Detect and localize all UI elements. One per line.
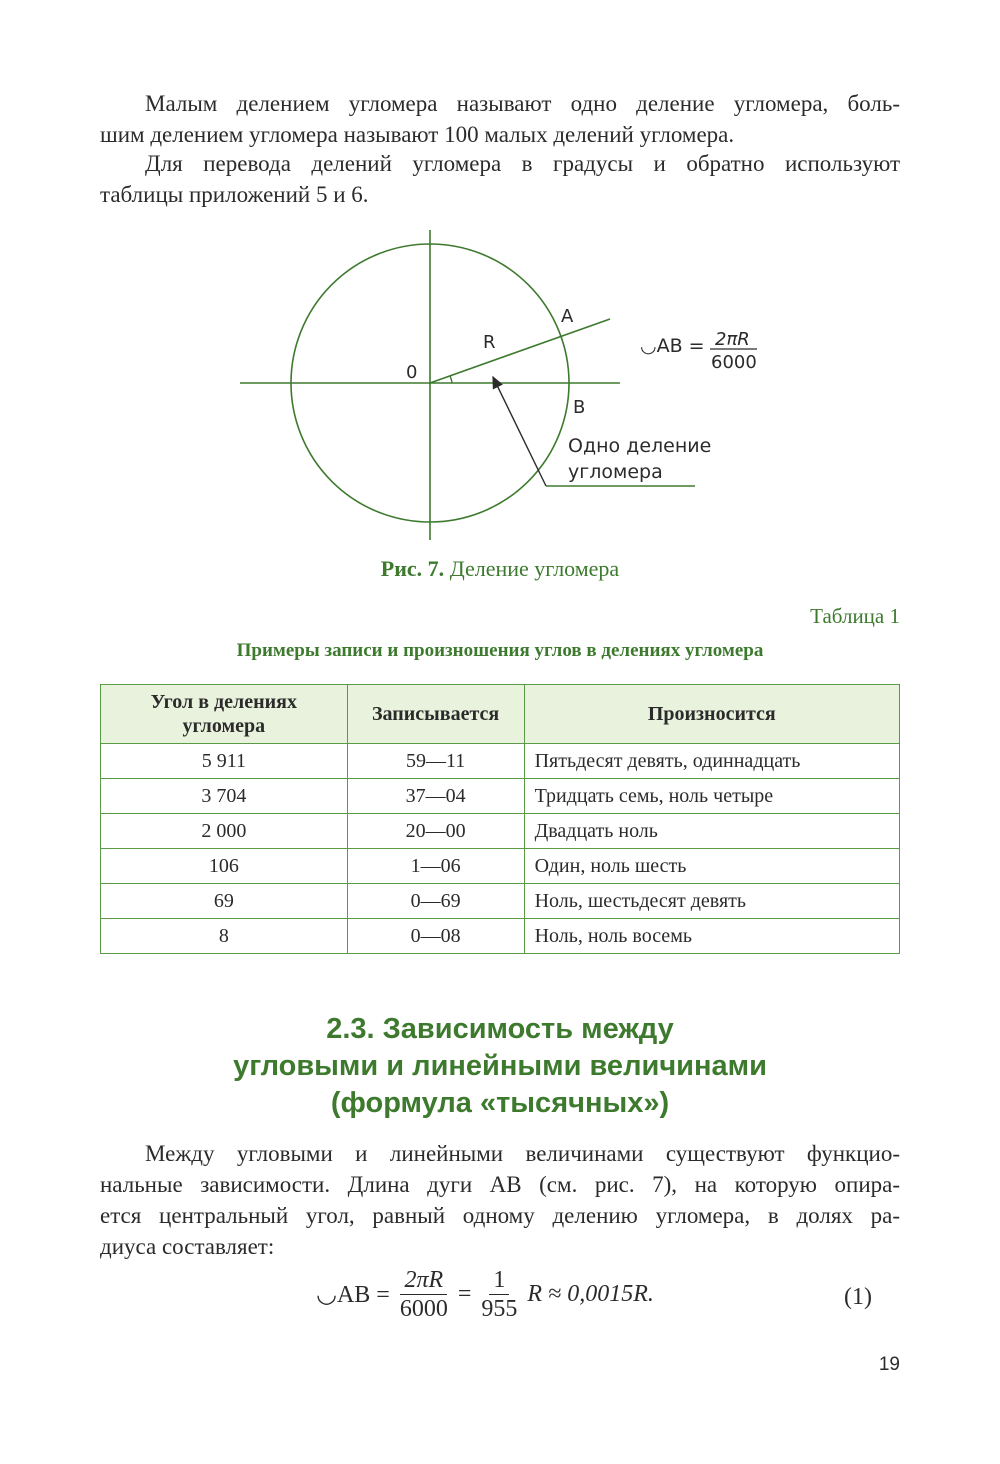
- text-line: Между угловыми и линейными величинами существуют функцио-: [145, 1141, 900, 1166]
- formula-lhs: ◡AB =: [316, 1282, 390, 1308]
- paragraph-conversion: [100, 148, 900, 210]
- table-label: Таблица 1: [810, 604, 900, 628]
- arc-formula-denominator: 6000: [711, 352, 757, 373]
- cell-written: 37—04: [347, 779, 524, 814]
- table-row: [101, 779, 900, 814]
- label-origin: 0: [406, 362, 418, 383]
- cell-written: 0—08: [347, 919, 524, 954]
- text-line: шим делением угломера называют 100 малых делений угломера.: [100, 122, 735, 147]
- cell-angle: 2 000: [101, 814, 348, 849]
- cell-angle: 3 704: [101, 779, 348, 814]
- arc-formula-lhs: ◡AB =: [640, 335, 705, 357]
- cell-spoken: Ноль, ноль восемь: [524, 919, 899, 954]
- text-line: Малым делением угломера называют одно деление угломера, боль-: [145, 91, 900, 116]
- page-number: 19: [878, 1354, 900, 1375]
- section-heading-line: (формула «тысячных»): [330, 1087, 670, 1119]
- table-title: Примеры записи и произношения углов в делениях угломера: [236, 640, 764, 661]
- annotation-text: угломера: [568, 461, 663, 483]
- cell-written: 1—06: [347, 849, 524, 884]
- cell-angle: 106: [101, 849, 348, 884]
- section-heading: [0, 1011, 1000, 1122]
- cell-angle: 5 911: [101, 744, 348, 779]
- paragraph-small-division: [100, 88, 900, 150]
- text-line: Для перевода делений угломера в градусы и обратно используют: [145, 151, 900, 176]
- header-written: Записывается: [347, 685, 524, 744]
- angle-notation-table: [100, 684, 900, 954]
- label-point-a: A: [561, 306, 574, 327]
- cell-angle: 69: [101, 884, 348, 919]
- cell-spoken: Двадцать ноль: [524, 814, 899, 849]
- figure-caption: [0, 556, 1000, 582]
- figure-caption-number: Рис. 7.: [380, 556, 445, 581]
- angle-arc: [450, 376, 452, 383]
- formula-numerator: 1: [489, 1266, 509, 1295]
- cell-spoken: Один, ноль шесть: [524, 849, 899, 884]
- cell-spoken: Тридцать семь, ноль четыре: [524, 779, 899, 814]
- cell-written: 59—11: [347, 744, 524, 779]
- cell-spoken: Ноль, шестьдесят девять: [524, 884, 899, 919]
- text-line: диуса составляет:: [100, 1234, 275, 1259]
- thousandths-formula: [316, 1266, 654, 1323]
- equation-number: (1): [844, 1284, 872, 1310]
- header-spoken: Произносится: [524, 685, 899, 744]
- label-radius: R: [483, 332, 496, 353]
- formula-equals: =: [457, 1281, 472, 1307]
- text-line: нальные зависимости. Длина дуги АВ (см. рис. 7), на которую опира-: [100, 1172, 900, 1197]
- paragraph-dependency: [100, 1138, 900, 1262]
- radius-line: [430, 319, 610, 383]
- formula-rhs: R ≈ 0,0015R.: [527, 1281, 654, 1307]
- protractor-division-diagram: [230, 228, 790, 548]
- formula-fraction: [396, 1266, 452, 1323]
- formula-fraction: [477, 1266, 521, 1323]
- text-line: ется центральный угол, равный одному делению угломера, в долях ра-: [100, 1203, 900, 1228]
- formula-denominator: 6000: [399, 1296, 448, 1322]
- formula-denominator: 955: [481, 1296, 518, 1322]
- section-heading-line: 2.3. Зависимость между: [326, 1013, 674, 1045]
- arc-formula-numerator: 2πR: [715, 329, 750, 350]
- figure-caption-text: Деление угломера: [449, 556, 620, 581]
- annotation-arrow: [493, 377, 546, 486]
- cell-angle: 8: [101, 919, 348, 954]
- table-row: [101, 744, 900, 779]
- cell-written: 0—69: [347, 884, 524, 919]
- table-row: [101, 919, 900, 954]
- cell-written: 20—00: [347, 814, 524, 849]
- section-heading-line: угловыми и линейными величинами: [233, 1050, 767, 1082]
- table-row: [101, 884, 900, 919]
- table-row: [101, 814, 900, 849]
- annotation-text: Одно деление: [568, 435, 712, 457]
- text-line: таблицы приложений 5 и 6.: [100, 182, 369, 207]
- table-row: [101, 849, 900, 884]
- table-header-row: [101, 685, 900, 744]
- cell-spoken: Пятьдесят девять, одиннадцать: [524, 744, 899, 779]
- label-point-b: B: [573, 397, 586, 418]
- header-angle: Угол в делениях угломера: [101, 685, 348, 744]
- formula-numerator: 2πR: [400, 1266, 447, 1295]
